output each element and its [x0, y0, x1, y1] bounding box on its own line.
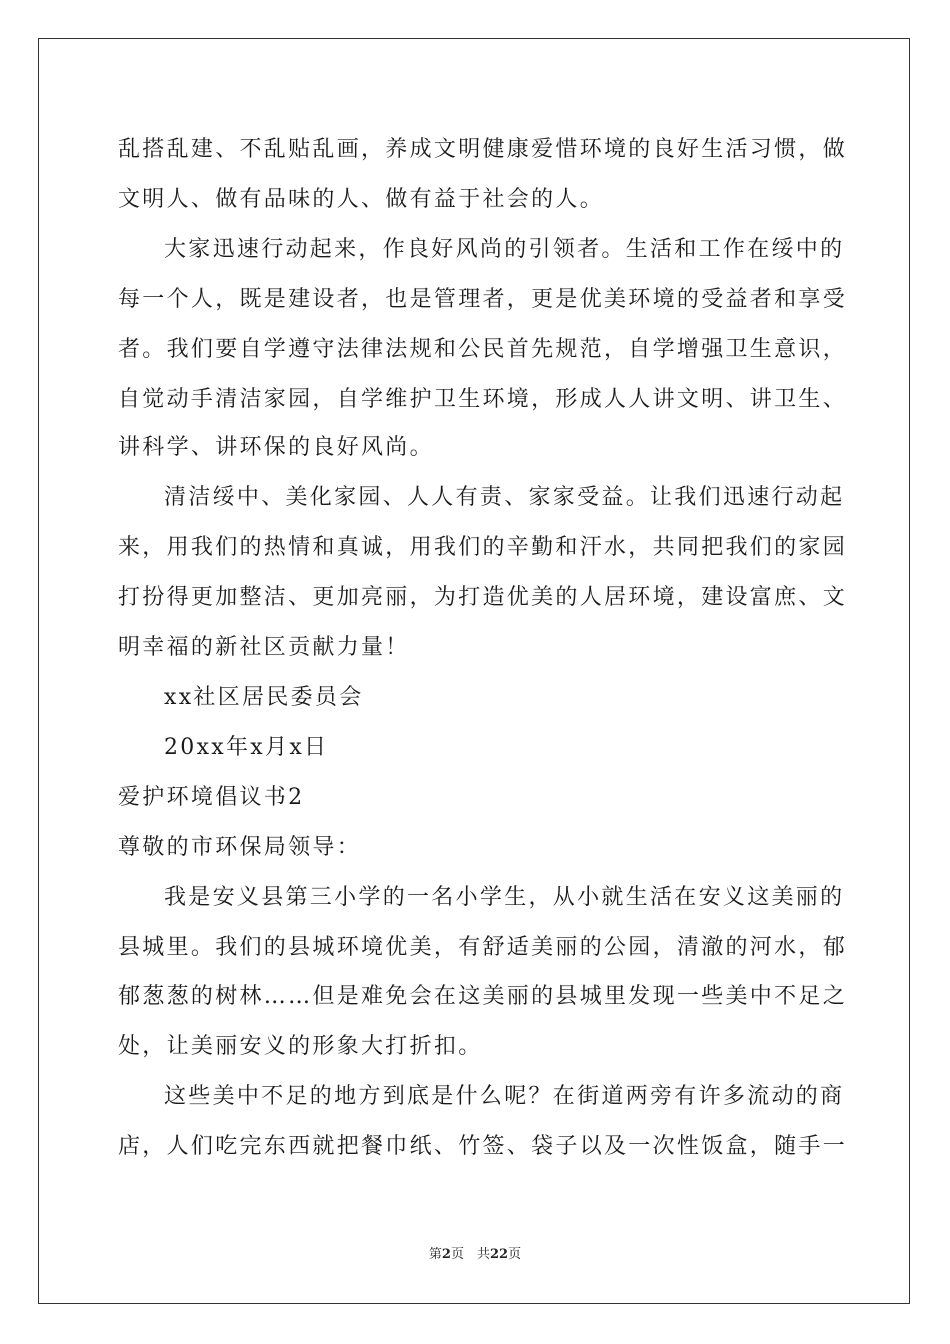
body-line: 明幸福的新社区贡献力量！: [118, 635, 410, 660]
body-line: 我是安义县第三小学的一名小学生，从小就生活在安义这美丽的: [164, 885, 845, 910]
body-line: 郁葱葱的树林……但是难免会在这美丽的县城里发现一些美中不足之: [118, 984, 848, 1009]
salutation: 尊敬的市环保局领导：: [118, 835, 362, 860]
body-line: 者。我们要自学遵守法律法规和公民首先规范，自学增强卫生意识，: [118, 337, 848, 362]
body-line: 乱搭乱建、不乱贴乱画，养成文明健康爱惜环境的良好生活习惯，做: [118, 137, 848, 162]
body-line: 店，人们吃完东西就把餐巾纸、竹签、袋子以及一次性饭盒，随手一: [118, 1134, 848, 1159]
current-page-number: 2: [441, 1247, 451, 1262]
body-line: 来，用我们的热情和真诚，用我们的辛勤和汗水，共同把我们的家园: [118, 535, 848, 560]
body-line: 清洁绥中、美化家园、人人有责、家家受益。让我们迅速行动起: [164, 485, 845, 510]
page-mid-text: 页 共: [450, 1247, 490, 1262]
body-line: 大家迅速行动起来，作良好风尚的引领者。生活和工作在绥中的: [164, 237, 845, 262]
body-line: 县城里。我们的县城环境优美，有舒适美丽的公园，清澈的河水，郁: [118, 935, 848, 960]
body-line: 文明人、做有品味的人、做有益于社会的人。: [118, 187, 605, 212]
page-suffix: 页: [508, 1247, 522, 1262]
body-line: 这些美中不足的地方到底是什么呢？在街道两旁有许多流动的商: [164, 1084, 845, 1109]
page-prefix: 第: [428, 1247, 442, 1262]
total-page-number: 22: [489, 1247, 509, 1262]
body-line: 每一个人，既是建设者，也是管理者，更是优美环境的受益者和享受: [118, 287, 848, 312]
page-number-footer: [0, 1246, 950, 1264]
page-border: [38, 38, 910, 1304]
body-line: 打扮得更加整洁、更加亮丽，为打造优美的人居环境，建设富庶、文: [118, 585, 848, 610]
body-line: 处，让美丽安义的形象大打折扣。: [118, 1034, 483, 1059]
body-line: 讲科学、讲环保的良好风尚。: [118, 435, 434, 460]
signature-date: 20xx年x月x日: [164, 735, 329, 760]
signature-org: xx社区居民委员会: [164, 685, 364, 710]
body-line: 自觉动手清洁家园，自学维护卫生环境，形成人人讲文明、讲卫生、: [118, 387, 848, 412]
section-title: 爱护环境倡议书2: [118, 785, 305, 810]
